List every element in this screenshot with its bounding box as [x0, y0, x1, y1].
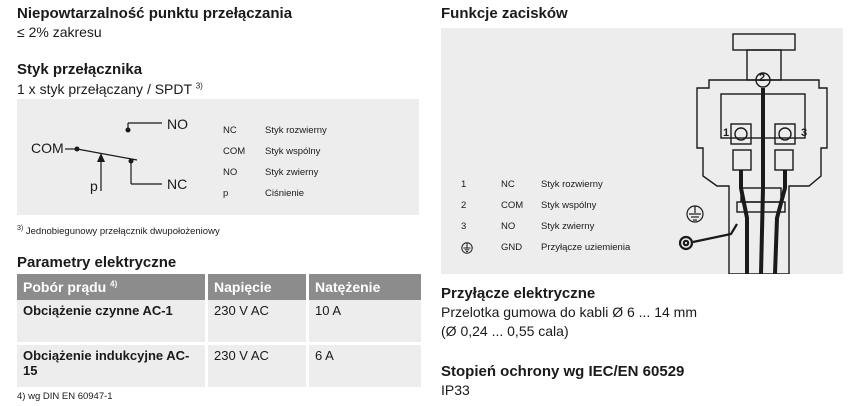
column-header-voltage: Napięcie [207, 274, 308, 300]
legend-desc: Styk wspólny [541, 200, 597, 211]
table-header-row [17, 274, 421, 300]
legend-desc: Styk zwierny [265, 167, 319, 178]
legend-code: NO [223, 167, 238, 178]
column-header-current: Natężenie [308, 274, 422, 300]
legend-row-p [223, 183, 413, 204]
legend-row-com [223, 141, 413, 162]
contact-value [17, 81, 203, 97]
cell-voltage: 230 V AC [207, 300, 308, 344]
electrical-heading: Parametry elektryczne [17, 254, 177, 271]
legend-num [461, 242, 501, 254]
legend-desc: Styk wspólny [265, 146, 321, 157]
electrical-table-wrap [17, 274, 421, 390]
repeatability-value: ≤ 2% zakresu [17, 24, 102, 40]
legend-desc: Ciśnienie [265, 188, 305, 199]
legend-code: GND [501, 242, 523, 253]
terminal-label-1: 1 [723, 127, 730, 139]
legend-row-2 [461, 195, 691, 216]
legend-row-nc [223, 120, 413, 141]
footnote-3 [17, 225, 220, 237]
ground-icon [461, 242, 473, 254]
cell-current: 10 A [308, 300, 422, 344]
cell-load: Obciążenie czynne AC-1 [17, 300, 207, 344]
legend-row-gnd [461, 237, 691, 258]
column-header-load-text: Pobór prądu [23, 279, 107, 295]
legend-row-no [223, 162, 413, 183]
legend-num: 3 [461, 221, 467, 232]
diagram-label-no: NO [167, 116, 188, 132]
legend-desc: Styk rozwierny [541, 179, 603, 190]
legend-desc: Styk zwierny [541, 221, 595, 232]
legend-desc: Przyłącze uziemienia [541, 242, 631, 253]
legend-num: 1 [461, 179, 467, 190]
electrical-table [17, 274, 421, 390]
legend-code: NC [223, 125, 237, 136]
diagram-label-com: COM [31, 140, 64, 156]
legend-code: COM [501, 200, 524, 211]
terminals-panel [441, 28, 843, 274]
terminal-label-2: 2 [759, 72, 766, 84]
protection-heading: Stopień ochrony wg IEC/EN 60529 [441, 363, 685, 380]
terminals-heading: Funkcje zacisków [441, 5, 568, 22]
legend-row-3 [461, 216, 691, 237]
column-header-footnote-mark: 4) [110, 279, 118, 289]
legend-code: COM [223, 146, 246, 157]
connection-line-2: (Ø 0,24 ... 0,55 cala) [441, 323, 569, 339]
footnote-3-text: Jednobiegunowy przełącznik dwupołożeniowy [25, 226, 220, 238]
diagram-label-nc: NC [167, 176, 188, 192]
legend-row-1 [461, 174, 691, 195]
terminals-legend [461, 174, 691, 258]
diagram-label-p: p [90, 178, 98, 194]
cell-current: 6 A [308, 344, 422, 389]
footnote-4: 4) wg DIN EN 60947-1 [17, 391, 113, 402]
footnote-3-mark: 3) [17, 225, 24, 232]
legend-code: p [223, 188, 229, 199]
connection-heading: Przyłącze elektryczne [441, 285, 596, 302]
cell-load: Obciążenie indukcyjne AC-15 [17, 344, 207, 389]
connection-line-1: Przelotka gumowa do kabli Ø 6 ... 14 mm [441, 304, 697, 320]
contact-diagram-panel [17, 99, 419, 215]
contact-heading: Styk przełącznika [17, 61, 143, 78]
contact-value-footnote-mark: 3) [195, 81, 203, 91]
legend-num: 2 [461, 200, 467, 211]
terminal-label-3: 3 [801, 127, 808, 139]
column-header-load [17, 274, 207, 300]
legend-desc: Styk rozwierny [265, 125, 327, 136]
cell-voltage: 230 V AC [207, 344, 308, 389]
legend-code: NO [501, 221, 516, 232]
contact-legend [223, 120, 413, 204]
contact-value-text: 1 x styk przełączany / SPDT [17, 81, 192, 97]
repeatability-heading: Niepowtarzalność punktu przełączania [17, 5, 293, 22]
table-row [17, 344, 421, 389]
protection-value: IP33 [441, 382, 470, 398]
table-row [17, 300, 421, 344]
legend-code: NC [501, 179, 515, 190]
